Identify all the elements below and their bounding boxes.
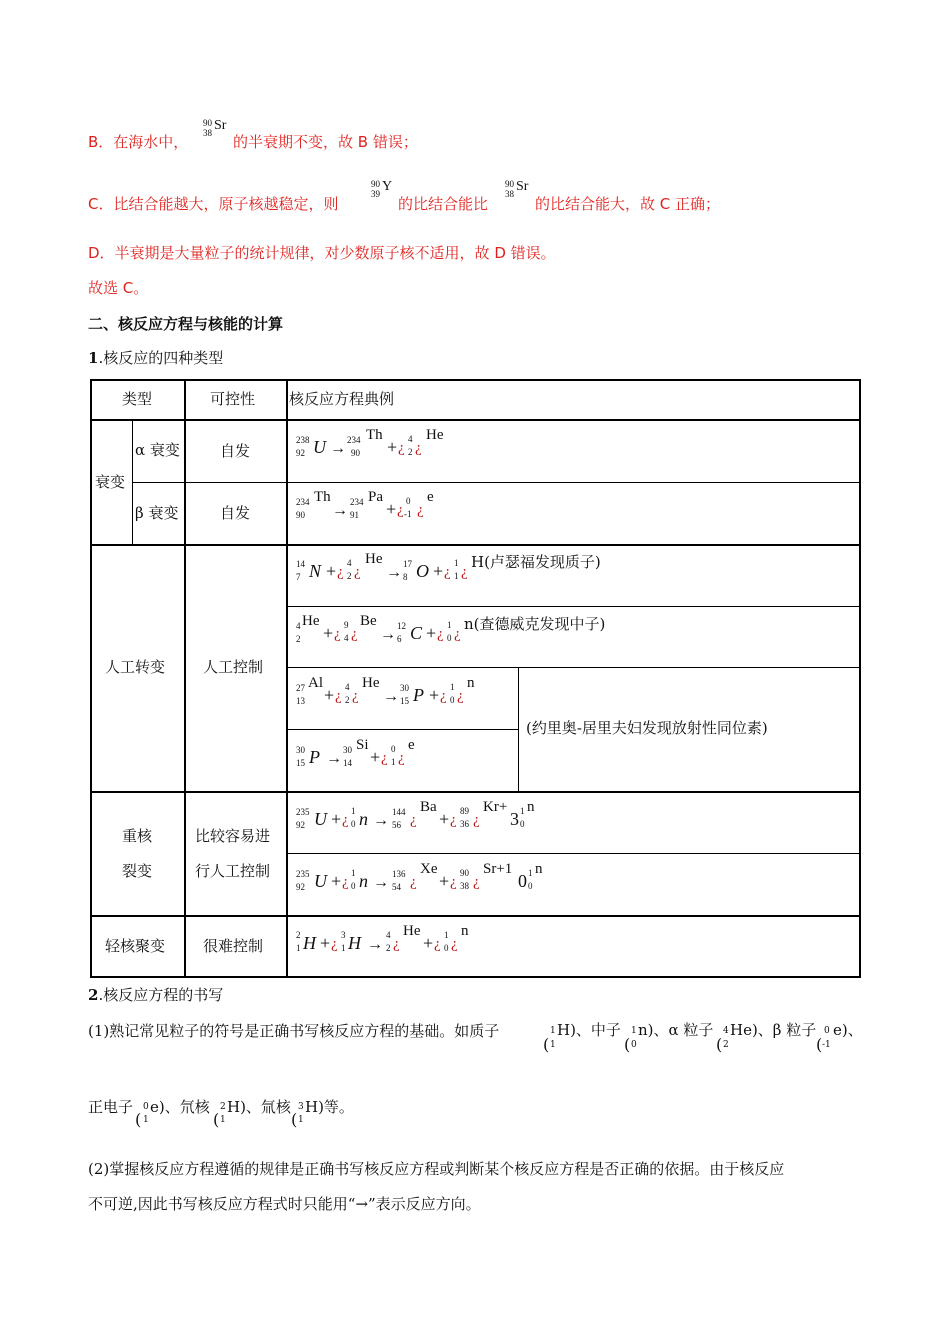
subsection-2-heading: 2.核反应方程的书写 [88, 986, 224, 1004]
artificial-label: 人工转变 [105, 658, 166, 676]
fission-label-2: 裂变 [122, 862, 153, 880]
header-type: 类型 [122, 390, 153, 408]
option-b-suffix: 的半衰期不变，故 B 错误； [233, 133, 418, 151]
beta-decay-equation: 234 90 Th → 234 91 Pa + ¿ 0 -1 ¿ e [296, 489, 434, 520]
artificial-ctrl: 人工控制 [203, 658, 264, 676]
option-b-prefix: B．在海水中， [88, 133, 189, 151]
option-b-line [88, 131, 188, 152]
fission-equation-2: 235 92 U + ¿ 1 0 n → 136 54 ¿ Xe + ¿ 90 38 ¿ Sr+1 0 1 0 n [296, 861, 543, 892]
option-c-suffix: 的比结合能大，故 C 正确； [535, 195, 721, 213]
option-c-prefix: C．比结合能越大，原子核越稳定，则 [88, 195, 339, 213]
section-title: 二、核反应方程与核能的计算 [88, 315, 284, 333]
fusion-equation: 2 1 H + ¿ 3 1 H → 4 2 ¿ He + ¿ 1 0 ¿ n [296, 923, 469, 953]
curie-equation-2: 30 15 P → 30 14 Si + ¿ 0 1 ¿ e [296, 737, 415, 768]
fission-label-1: 重核 [122, 827, 153, 845]
beta-decay-label: β 衰变 [135, 504, 179, 522]
curie-note: (约里奥-居里夫妇发现放射性同位素) [526, 719, 768, 737]
alpha-decay-equation: 238 92 U → 234 90 Th + ¿ 4 2 ¿ He [296, 427, 444, 458]
chadwick-equation: 4 2 He + ¿ 9 4 ¿ Be → 12 6 C + ¿ 1 0 ¿ n(查德威克发现中子) [296, 613, 606, 644]
subsection-1-heading: 1.核反应的四种类型 [88, 349, 224, 367]
option-d-line: D．半衰期是大量粒子的统计规律，对少数原子核不适用，故 D 错误。 [88, 244, 556, 262]
fusion-ctrl: 很难控制 [203, 937, 264, 955]
alpha-decay-label: α 衰变 [135, 441, 180, 459]
paragraph-2-line-1: (2)掌握核反应方程遵循的规律是正确书写核反应方程或判断某个核反应方程是否正确的依据。由于核反应 [88, 1160, 785, 1178]
paragraph-1-line-2: 正电子 ( 0 1 e)、氘核 ( 2 1 H)、氚核 ( 3 1 H)等。 [88, 1098, 354, 1129]
fission-equation-1: 235 92 U + ¿ 1 0 n → 144 56 ¿ Ba + ¿ 89 36 ¿ Kr+ 3 1 0 n [296, 799, 535, 830]
answer-line: 故选 C。 [88, 279, 149, 297]
paragraph-1-line-1: (1)熟记常见粒子的符号是正确书写核反应方程的基础。如质子 [88, 1022, 500, 1040]
header-controllability: 可控性 [210, 390, 256, 408]
rutherford-equation: 14 7 N + ¿ 4 2 ¿ He → 17 8 O + ¿ 1 1 ¿ H(卢瑟福发现质子) [296, 551, 601, 582]
header-example: 核反应方程典例 [289, 390, 395, 408]
particle-symbols: ( 1 1 H)、中子 ( 1 0 n)、α 粒子 ( 4 2 He)、β 粒子 ( 0 -1 e)、 [543, 1021, 863, 1054]
fission-ctrl-2: 行人工控制 [195, 862, 271, 880]
paragraph-2-line-2: 不可逆,因此书写核反应方程式时只能用“→”表示反应方向。 [88, 1195, 481, 1213]
fission-ctrl-1: 比较容易进 [195, 827, 271, 845]
curie-equation-1: 27 13 Al + ¿ 4 2 ¿ He → 30 15 P + ¿ 1 0 ¿ n [296, 675, 475, 706]
decay-label: 衰变 [95, 473, 126, 491]
fusion-label: 轻核聚变 [105, 937, 166, 955]
option-c-mid: 的比结合能比 [398, 195, 489, 213]
alpha-ctrl: 自发 [220, 442, 251, 460]
beta-ctrl: 自发 [220, 504, 251, 522]
